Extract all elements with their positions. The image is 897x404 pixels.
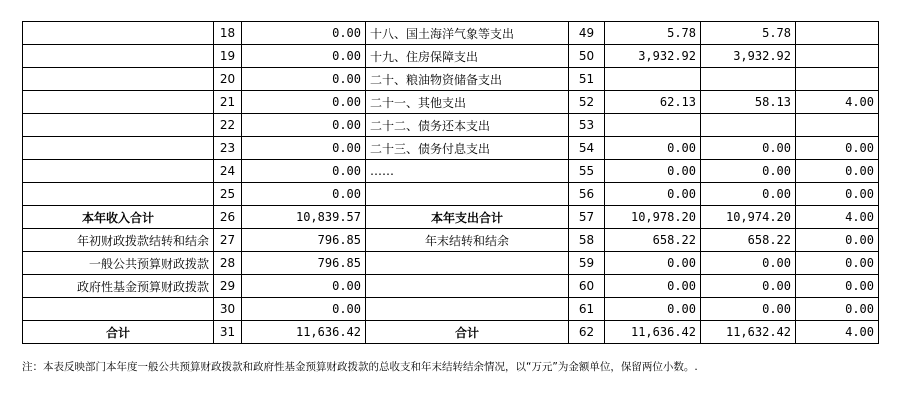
income-row-number: 30: [214, 298, 242, 321]
income-row-number: 21: [214, 91, 242, 114]
income-row-number: 25: [214, 183, 242, 206]
income-row-number: 20: [214, 68, 242, 91]
expense-row-number: 51: [569, 68, 605, 91]
expense-total: 0.00: [605, 137, 701, 160]
expense-government-fund: [796, 68, 879, 91]
expense-government-fund: 0.00: [796, 298, 879, 321]
income-row-number: 19: [214, 45, 242, 68]
table-row: [23, 91, 879, 114]
expense-government-fund: 0.00: [796, 183, 879, 206]
expense-general-budget: 0.00: [701, 275, 796, 298]
expense-item-label: 十九、住房保障支出: [366, 45, 569, 68]
income-item-label: 政府性基金预算财政拨款: [23, 275, 214, 298]
expense-item-label: 二十二、债务还本支出: [366, 114, 569, 137]
table-row: [23, 114, 879, 137]
expense-total: 0.00: [605, 298, 701, 321]
income-item-label: 年初财政拨款结转和结余: [23, 229, 214, 252]
income-amount: 796.85: [242, 229, 366, 252]
income-row-number: 29: [214, 275, 242, 298]
income-item-label: [23, 22, 214, 45]
expense-general-budget: 0.00: [701, 183, 796, 206]
expense-row-number: 53: [569, 114, 605, 137]
income-amount: 0.00: [242, 68, 366, 91]
income-item-label: 一般公共预算财政拨款: [23, 252, 214, 275]
table-row: [23, 298, 879, 321]
expense-government-fund: [796, 22, 879, 45]
expense-government-fund: 0.00: [796, 252, 879, 275]
expense-total: 0.00: [605, 252, 701, 275]
income-amount: 0.00: [242, 160, 366, 183]
expense-row-number: 54: [569, 137, 605, 160]
table-row: [23, 229, 879, 252]
expense-government-fund: 4.00: [796, 321, 879, 344]
expense-row-number: 55: [569, 160, 605, 183]
table-row: [23, 183, 879, 206]
expense-row-number: 49: [569, 22, 605, 45]
table-row: [23, 22, 879, 45]
expense-row-number: 62: [569, 321, 605, 344]
expense-item-label: 二十、粮油物资储备支出: [366, 68, 569, 91]
expense-row-number: 59: [569, 252, 605, 275]
expense-total: 11,636.42: [605, 321, 701, 344]
expense-general-budget: 0.00: [701, 252, 796, 275]
expense-total: 0.00: [605, 275, 701, 298]
expense-total: 658.22: [605, 229, 701, 252]
expense-government-fund: 0.00: [796, 275, 879, 298]
expense-item-label: 年末结转和结余: [366, 229, 569, 252]
expense-row-number: 50: [569, 45, 605, 68]
expense-government-fund: [796, 45, 879, 68]
expense-general-budget: 0.00: [701, 298, 796, 321]
expense-general-budget: 10,974.20: [701, 206, 796, 229]
expense-item-label: ……: [366, 160, 569, 183]
table-row: [23, 68, 879, 91]
expense-total: 0.00: [605, 183, 701, 206]
income-item-label: [23, 91, 214, 114]
income-amount: 796.85: [242, 252, 366, 275]
expense-general-budget: 658.22: [701, 229, 796, 252]
table-footnote: 注：本表反映部门本年度一般公共预算财政拨款和政府性基金预算财政拨款的总收支和年末结转结余情况，以“万元”为金额单位，保留两位小数。.: [22, 361, 698, 373]
expense-government-fund: 0.00: [796, 160, 879, 183]
expense-row-number: 56: [569, 183, 605, 206]
income-amount: 0.00: [242, 45, 366, 68]
expense-total: 5.78: [605, 22, 701, 45]
expense-total: 62.13: [605, 91, 701, 114]
table-row: [23, 275, 879, 298]
table-row: [23, 137, 879, 160]
income-item-label: [23, 114, 214, 137]
income-amount: 0.00: [242, 22, 366, 45]
income-amount: 0.00: [242, 114, 366, 137]
income-row-number: 23: [214, 137, 242, 160]
expense-general-budget: 58.13: [701, 91, 796, 114]
income-row-number: 31: [214, 321, 242, 344]
expense-item-label: 十八、国土海洋气象等支出: [366, 22, 569, 45]
budget-table: [22, 21, 879, 344]
expense-general-budget: 0.00: [701, 160, 796, 183]
expense-total: [605, 114, 701, 137]
income-amount: 10,839.57: [242, 206, 366, 229]
income-amount: 0.00: [242, 275, 366, 298]
expense-item-label: 合计: [366, 321, 569, 344]
income-row-number: 26: [214, 206, 242, 229]
income-row-number: 27: [214, 229, 242, 252]
expense-row-number: 60: [569, 275, 605, 298]
income-item-label: 合计: [23, 321, 214, 344]
expense-item-label: [366, 275, 569, 298]
income-item-label: [23, 183, 214, 206]
income-item-label: [23, 45, 214, 68]
income-amount: 0.00: [242, 298, 366, 321]
income-item-label: 本年收入合计: [23, 206, 214, 229]
expense-general-budget: 0.00: [701, 137, 796, 160]
table-row: [23, 252, 879, 275]
expense-item-label: 二十三、债务付息支出: [366, 137, 569, 160]
expense-item-label: [366, 183, 569, 206]
income-amount: 0.00: [242, 137, 366, 160]
table-row: [23, 160, 879, 183]
income-item-label: [23, 137, 214, 160]
income-row-number: 22: [214, 114, 242, 137]
table-row: [23, 321, 879, 344]
table-row: [23, 206, 879, 229]
expense-government-fund: 0.00: [796, 137, 879, 160]
expense-item-label: [366, 298, 569, 321]
income-row-number: 28: [214, 252, 242, 275]
expense-government-fund: 4.00: [796, 91, 879, 114]
expense-general-budget: [701, 114, 796, 137]
expense-government-fund: [796, 114, 879, 137]
expense-general-budget: 11,632.42: [701, 321, 796, 344]
expense-row-number: 57: [569, 206, 605, 229]
income-item-label: [23, 68, 214, 91]
expense-row-number: 61: [569, 298, 605, 321]
expense-row-number: 58: [569, 229, 605, 252]
expense-general-budget: 5.78: [701, 22, 796, 45]
expense-general-budget: 3,932.92: [701, 45, 796, 68]
expense-total: [605, 68, 701, 91]
table-row: [23, 45, 879, 68]
expense-total: 3,932.92: [605, 45, 701, 68]
expense-item-label: [366, 252, 569, 275]
income-row-number: 18: [214, 22, 242, 45]
expense-government-fund: 0.00: [796, 229, 879, 252]
expense-general-budget: [701, 68, 796, 91]
income-amount: 0.00: [242, 183, 366, 206]
expense-government-fund: 4.00: [796, 206, 879, 229]
income-row-number: 24: [214, 160, 242, 183]
income-item-label: [23, 298, 214, 321]
income-amount: 11,636.42: [242, 321, 366, 344]
income-item-label: [23, 160, 214, 183]
income-amount: 0.00: [242, 91, 366, 114]
expense-item-label: 二十一、其他支出: [366, 91, 569, 114]
expense-total: 10,978.20: [605, 206, 701, 229]
expense-total: 0.00: [605, 160, 701, 183]
expense-item-label: 本年支出合计: [366, 206, 569, 229]
expense-row-number: 52: [569, 91, 605, 114]
